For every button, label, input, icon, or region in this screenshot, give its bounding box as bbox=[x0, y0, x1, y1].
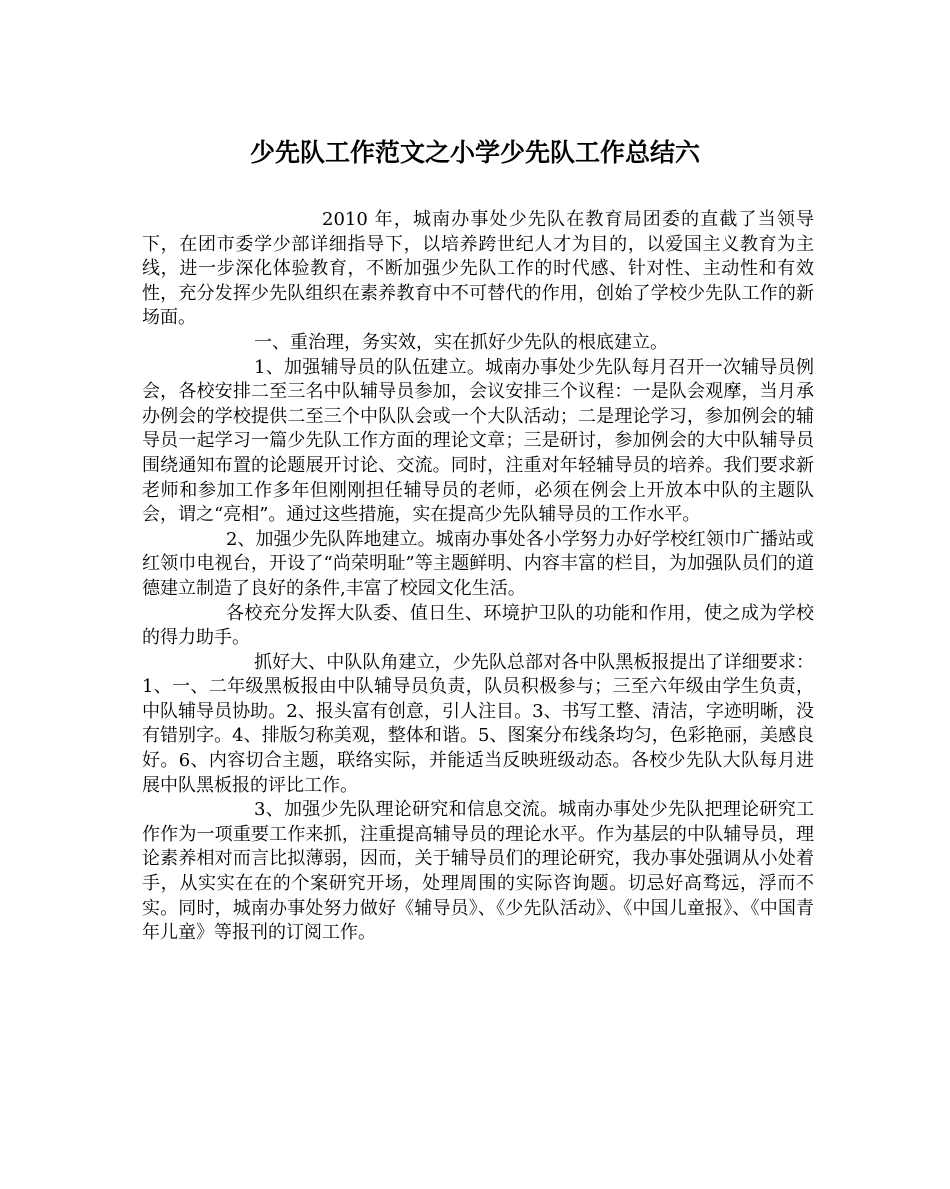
paragraph-blackboard: 抓好大、中队队角建立，少先队总部对各中队黑板报提出了详细要求：1、一、二年级黑板报由中队辅导员负责，队员积极参与；三至六年级由学生负责，中队辅导员协助。2、报头富有创意，引人注目。3、书写工整、清洁，字迹明晰，没有错别字。4、排版匀称美观，整体和谐。5、图案分布线条均匀，色彩艳丽，美感良好。6、内容切合主题，联络实际，并能适当反映班级动态。各校少先队大队每月进展中队黑板报的评比工作。 bbox=[142, 651, 814, 796]
paragraph-theory-research: 3、加强少先队理论研究和信息交流。城南办事处少先队把理论研究工作作为一项重要工作来抓，注重提高辅导员的理论水平。作为基层的中队辅导员，理论素养相对而言比拟薄弱，因而，关于辅导员们的理论研究，我办事处强调从小处着手，从实实在在的个案研究开场，处理周围的实际咨询题。切忌好高骛远，浮而不实。同时，城南办事处努力做好《辅导员》、《少先队活动》、《中国儿童报》、《中国青年儿童》等报刊的订阅工作。 bbox=[142, 799, 814, 944]
section-heading-1: 一、重治理，务实效，实在抓好少先队的根底建立。 bbox=[254, 331, 668, 353]
paragraph-position-building: 2、加强少先队阵地建立。城南办事处各小学努力办好学校红领巾广播站或红领巾电视台，开设了“尚荣明耻”等主题鲜明、内容丰富的栏目，为加强队员们的道德建立制造了良好的条件,丰富了校园文化生活。 bbox=[142, 528, 814, 599]
paragraph-brigade-committee: 各校充分发挥大队委、值日生、环境护卫队的功能和作用，使之成为学校的得力助手。 bbox=[142, 602, 814, 649]
paragraph-intro: 2010 年，城南办事处少先队在教育局团委的直截了当领导下，在团市委学少部详细指导下，以培养跨世纪人才为目的，以爱国主义教育为主线，进一步深化体验教育，不断加强少先队工作的时代感、针对性、主动性和有效性，充分发挥少先队组织在素养教育中不可替代的作用，创始了学校少先队工作的新场面。 bbox=[142, 209, 814, 329]
document-body bbox=[142, 208, 814, 946]
paragraph-counselor-team: 1、加强辅导员的队伍建立。城南办事处少先队每月召开一次辅导员例会，各校安排二至三名中队辅导员参加，会议安排三个议程：一是队会观摩，当月承办例会的学校提供二至三个中队队会或一个大队活动；二是理论学习，参加例会的辅导员一起学习一篇少先队工作方面的理论文章；三是研讨，参加例会的大中队辅导员围绕通知布置的论题展开讨论、交流。同时，注重对年轻辅导员的培养。我们要求新老师和参加工作多年但刚刚担任辅导员的老师，必须在例会上开放本中队的主题队会，谓之“亮相”。通过这些措施，实在提高少先队辅导员的工作水平。 bbox=[142, 356, 814, 526]
document-title: 少先队工作范文之小学少先队工作总结六 bbox=[249, 138, 700, 167]
